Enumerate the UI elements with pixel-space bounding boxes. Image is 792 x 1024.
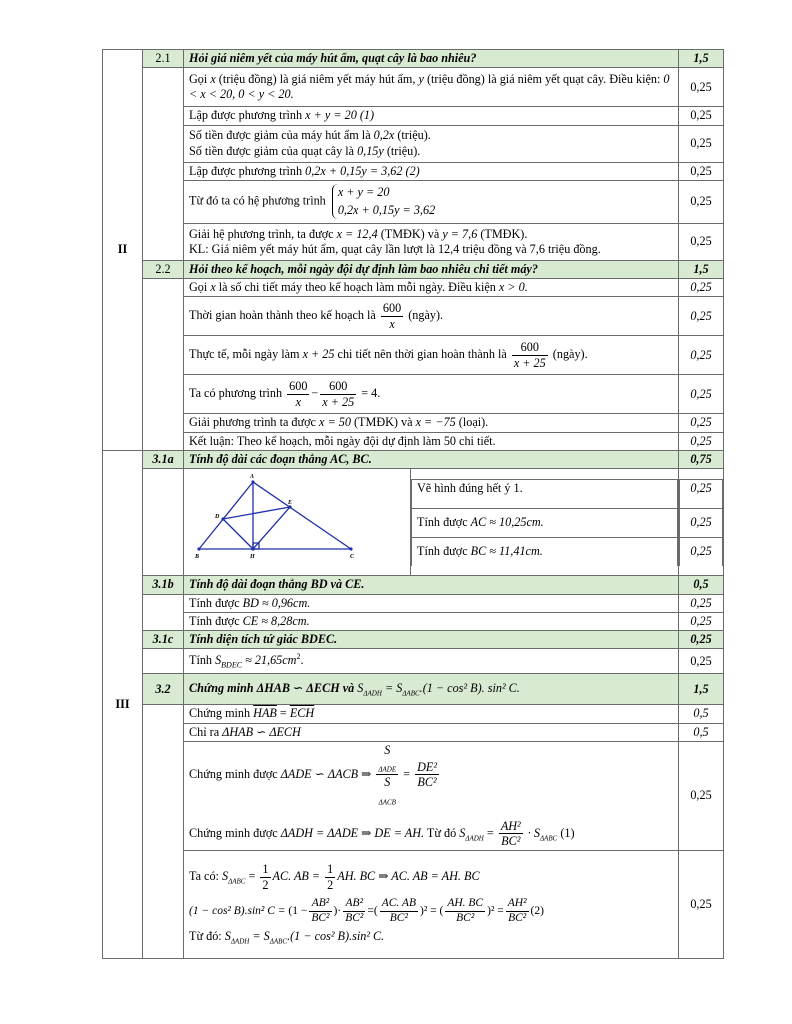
answer-step: Số tiền được giảm của máy hút ẩm là 0,2x (triệu). Số tiền được giảm của quạt cây là 0,15y (triệu). bbox=[184, 125, 679, 162]
score: 0,25 bbox=[679, 125, 724, 162]
score: 0,5 bbox=[679, 705, 724, 723]
table-row bbox=[103, 125, 724, 162]
answer-step: Chứng minh $\overline{HAB} = \overline{ECH}$ bbox=[184, 705, 679, 723]
fraction: $\frac{\text{AH²}}{\text{BC²}}$ bbox=[500, 818, 521, 849]
answer-step-group bbox=[411, 469, 679, 576]
score: 1,5 bbox=[679, 50, 724, 68]
geometry-diagram bbox=[189, 470, 415, 570]
equation-system: x + y = 20 0,2x + 0,15y = 3,62 bbox=[332, 184, 435, 219]
table-row bbox=[103, 850, 724, 958]
answer-table bbox=[102, 49, 724, 959]
answer-step: Lập được phương trình 0,2x + 0,15y = 3,62 (2) bbox=[184, 162, 679, 180]
answer-step: Giải phương trình ta được x = 50 (TMĐK) và x = −75 (loại). bbox=[184, 414, 679, 432]
table-row bbox=[103, 741, 724, 850]
section-question: Tính diện tích tứ giác BDEC. bbox=[184, 631, 679, 649]
section-number: 2.2 bbox=[143, 260, 184, 278]
score: 0,25 bbox=[679, 180, 724, 223]
table-row bbox=[103, 223, 724, 260]
score: 0,25 bbox=[679, 432, 724, 450]
score: 0,25 bbox=[679, 414, 724, 432]
table-row bbox=[103, 180, 724, 223]
section-question: Chứng minh ΔHAB ∽ ΔECH và $S_{\Delta ADH} = S_{\Delta ABC}.(1 - \cos^2$ B). sin² C. bbox=[184, 674, 679, 705]
table-row bbox=[103, 162, 724, 180]
fraction: $\frac{AH. BC}{\text{BC²}}$ bbox=[447, 896, 484, 924]
fraction: $\frac{600}{x}$ bbox=[382, 301, 402, 331]
table-row bbox=[103, 612, 724, 630]
score: 0,25 bbox=[679, 612, 724, 630]
section-question: Tính độ dài đoạn thẳng BD và CE. bbox=[184, 576, 679, 594]
fraction: $\frac{\text{AH²}}{\text{BC²}}$ bbox=[507, 896, 527, 924]
table-row bbox=[103, 279, 724, 297]
section-question: Tính độ dài các đoạn thẳng AC, BC. bbox=[184, 450, 679, 468]
section-spacer bbox=[143, 705, 184, 959]
score: 0,25 bbox=[680, 479, 723, 508]
score: 0,25 bbox=[679, 649, 724, 674]
section-question: Hỏi giá niêm yết của máy hút ẩm, quạt cây là bao nhiêu? bbox=[184, 50, 679, 68]
table-row bbox=[103, 68, 724, 107]
fraction: $\frac{600}{x + 25}$ bbox=[513, 340, 546, 370]
answer-step: Vẽ hình đúng hết ý 1. bbox=[412, 479, 678, 508]
score: 0,25 bbox=[680, 537, 723, 566]
table-row bbox=[103, 375, 724, 414]
score: 0,25 bbox=[679, 741, 724, 850]
answer-step: Tính được AC ≈ 10,25cm. bbox=[412, 508, 678, 537]
answer-step: Chứng minh được ΔADE ∽ ΔACB ⇒ S $_{\Delta ADE}$ S $_{\Delta ACB}$ = $\frac{\text{DE²}}{\text{BC²}}$ Chứng minh được ΔADH = ΔADE ⇒ DE = AH. Từ đó $S_{\Delta ADH}$ = $\frac{\text{AH²}}{\text{BC²}}$ · $S_{\Delta ABC}$ (1) bbox=[184, 741, 679, 850]
score: 1,5 bbox=[679, 674, 724, 705]
fraction: $\frac{600}{x}$ bbox=[289, 379, 308, 409]
fraction: $\frac{\text{DE²}}{\text{BC²}}$ bbox=[417, 759, 437, 790]
part-label: III bbox=[103, 450, 143, 958]
table-row bbox=[103, 450, 724, 468]
answer-step: Tính được BD ≈ 0,96cm. bbox=[184, 594, 679, 612]
score: 0,25 bbox=[679, 631, 724, 649]
score: 0,25 bbox=[679, 68, 724, 107]
section-spacer bbox=[143, 649, 184, 674]
score: 0,25 bbox=[679, 279, 724, 297]
part-label: II bbox=[103, 50, 143, 451]
section-number: 3.1b bbox=[143, 576, 184, 594]
answer-step: Tính $S_{BDEC} \approx 21,65cm^2$. bbox=[184, 649, 679, 674]
label-e: E bbox=[288, 500, 293, 506]
section-spacer bbox=[143, 469, 184, 576]
table-row bbox=[103, 674, 724, 705]
answer-step: Chỉ ra ΔHAB ∽ ΔECH bbox=[184, 723, 679, 741]
table-row bbox=[103, 576, 724, 594]
table-row bbox=[103, 414, 724, 432]
score: 0,25 bbox=[679, 850, 724, 958]
answer-step: Lập được phương trình x + y = 20 (1) bbox=[184, 107, 679, 125]
label-h: H bbox=[250, 554, 255, 560]
fraction: $\frac{\text{AB²}}{\text{BC²}}$ bbox=[345, 896, 364, 924]
fraction: $\frac{1}{2}$ bbox=[262, 862, 269, 893]
section-spacer bbox=[143, 68, 184, 261]
score: 0,25 bbox=[679, 594, 724, 612]
answer-step: Gọi x là số chi tiết máy theo kế hoạch làm mỗi ngày. Điều kiện x > 0. bbox=[184, 279, 679, 297]
table-row bbox=[103, 631, 724, 649]
triangle-figure bbox=[184, 469, 411, 576]
score: 0,25 bbox=[679, 375, 724, 414]
answer-step: Thực tế, mỗi ngày làm x + 25 chi tiết nên thời gian hoàn thành là $\frac{600}{x + 25}$ (ngày). bbox=[184, 336, 679, 375]
table-row bbox=[103, 260, 724, 278]
answer-step: Từ đó ta có hệ phương trình x + y = 20 0,2x + 0,15y = 3,62 bbox=[184, 180, 679, 223]
answer-step: Thời gian hoàn thành theo kế hoạch là $\frac{600}{x}$ (ngày). bbox=[184, 297, 679, 336]
score: 0,25 bbox=[679, 162, 724, 180]
score: 0,25 bbox=[680, 508, 723, 537]
table-row bbox=[103, 336, 724, 375]
section-number: 3.1a bbox=[143, 450, 184, 468]
fraction: S $_{\Delta ADE}$ S $_{\Delta ACB}$ bbox=[378, 742, 397, 807]
label-c: C bbox=[350, 554, 355, 560]
score: 0,25 bbox=[679, 297, 724, 336]
label-a: A bbox=[250, 474, 255, 480]
label-d: D bbox=[215, 514, 220, 520]
answer-step: Tính được BC ≈ 11,41cm. bbox=[412, 537, 678, 566]
answer-step: Ta có: $S_{\Delta ABC}$ = $\frac{1}{2}$ AC. AB = $\frac{1}{2}$ AH. BC ⇒ AC. AB = AH. BC (1 − cos² B).sin² C = (1 − $\frac{\text{AB²}}{\text{BC²}}$ )· $\frac{\text{AB²}}{\text{BC²}}$ =( $\frac{AC. AB}{\text{BC²}}$ )² = ( $\frac{AH. BC}{\text{BC²}}$ )² = $\frac{\text{AH²}}{\text{BC²}}$ (2) Từ đó: $S_{\Delta ADH} = S_{\Delta ABC}.(1 - \cos^2$ B).sin² C. bbox=[184, 850, 679, 958]
section-spacer bbox=[143, 279, 184, 451]
section-number: 3.2 bbox=[143, 674, 184, 705]
table-row bbox=[103, 469, 724, 576]
label-b: B bbox=[195, 554, 200, 560]
answer-step: Kết luận: Theo kế hoạch, mỗi ngày đội dự định làm 50 chi tiết. bbox=[184, 432, 679, 450]
fraction: $\frac{\text{AB²}}{\text{BC²}}$ bbox=[311, 896, 330, 924]
table-row bbox=[103, 107, 724, 125]
score-group bbox=[679, 469, 724, 576]
section-spacer bbox=[143, 594, 184, 631]
answer-step: Gọi x (triệu đồng) là giá niêm yết máy hút ẩm, y (triệu đồng) là giá niêm yết quạt cây. Điều kiện: 0 < x < 20, 0 < y < 20. bbox=[184, 68, 679, 107]
table-row bbox=[103, 297, 724, 336]
section-number: 3.1c bbox=[143, 631, 184, 649]
section-question: Hỏi theo kế hoạch, mỗi ngày đội dự định làm bao nhiêu chi tiết máy? bbox=[184, 260, 679, 278]
fraction: $\frac{600}{x + 25}$ bbox=[322, 379, 355, 409]
answer-step: Giải hệ phương trình, ta được x = 12,4 (TMĐK) và y = 7,6 (TMĐK). KL: Giá niêm yết máy hút ẩm, quạt cây lần lượt là 12,4 triệu đồng và 7,6 triệu đồng. bbox=[184, 223, 679, 260]
score: 0,25 bbox=[679, 107, 724, 125]
answer-step: Tính được CE ≈ 8,28cm. bbox=[184, 612, 679, 630]
fraction: $\frac{AC. AB}{\text{BC²}}$ bbox=[381, 896, 416, 924]
score: 0,5 bbox=[679, 576, 724, 594]
table-row bbox=[103, 649, 724, 674]
score: 0,25 bbox=[679, 336, 724, 375]
table-row bbox=[103, 50, 724, 68]
table-row bbox=[103, 705, 724, 723]
answer-step: Ta có phương trình $\frac{600}{x}$ − $\frac{600}{x + 25}$ = 4. bbox=[184, 375, 679, 414]
fraction: $\frac{1}{2}$ bbox=[327, 862, 334, 893]
score: 1,5 bbox=[679, 260, 724, 278]
table-row bbox=[103, 723, 724, 741]
score: 0,25 bbox=[679, 223, 724, 260]
table-row bbox=[103, 432, 724, 450]
score: 0,75 bbox=[679, 450, 724, 468]
section-number: 2.1 bbox=[143, 50, 184, 68]
score: 0,5 bbox=[679, 723, 724, 741]
table-row bbox=[103, 594, 724, 612]
